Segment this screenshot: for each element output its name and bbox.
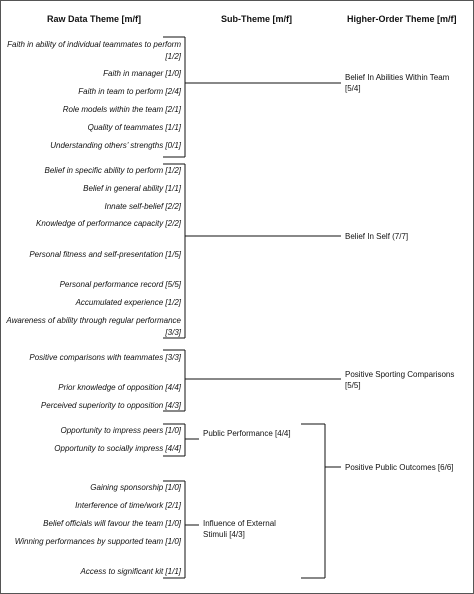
raw-item: Belief officials will favour the team [1/0] bbox=[43, 519, 181, 528]
raw-item: Understanding others’ strengths [0/1] bbox=[50, 141, 181, 150]
raw-item: Prior knowledge of opposition [4/4] bbox=[58, 383, 181, 392]
sub-theme-public-performance: Public Performance [4/4] bbox=[203, 429, 291, 438]
raw-item: Positive comparisons with teammates [3/3] bbox=[29, 353, 181, 362]
raw-item: Interference of time/work [2/1] bbox=[75, 501, 181, 510]
raw-item: Role models within the team [2/1] bbox=[62, 105, 181, 114]
header-raw-data-theme: Raw Data Theme [m/f] bbox=[47, 14, 142, 24]
header-sub-theme: Sub-Theme [m/f] bbox=[221, 14, 292, 24]
raw-item: Access to significant kit [1/1] bbox=[80, 567, 181, 576]
raw-item: Gaining sponsorship [1/0] bbox=[90, 483, 181, 492]
sub-theme-external-stimuli: Influence of External Stimuli [4/3] bbox=[203, 519, 276, 539]
raw-item: Belief in specific ability to perform [1/2] bbox=[44, 166, 181, 175]
higher-theme-belief-in-self: Belief In Self (7/7] bbox=[345, 232, 409, 241]
raw-item: Accumulated experience [1/2] bbox=[75, 298, 181, 307]
raw-item: Perceived superiority to opposition [4/3] bbox=[40, 401, 181, 410]
raw-item: Belief in general ability [1/1] bbox=[83, 184, 181, 193]
raw-item: Personal performance record [5/5] bbox=[59, 280, 181, 289]
higher-theme-abilities-within-team: Belief In Abilities Within Team [5/4] bbox=[345, 73, 450, 93]
raw-item: Winning performances by supported team [1/0] bbox=[14, 537, 181, 546]
raw-item: Faith in manager [1/0] bbox=[103, 69, 181, 78]
raw-item: Personal fitness and self-presentation [1/5] bbox=[29, 250, 181, 259]
raw-item: Quality of teammates [1/1] bbox=[87, 123, 181, 132]
higher-theme-sporting-comparisons: Positive Sporting Comparisons [5/5] bbox=[345, 370, 455, 390]
raw-item: Opportunity to impress peers [1/0] bbox=[60, 426, 181, 435]
raw-item: Innate self-belief [2/2] bbox=[104, 202, 181, 211]
raw-item: Knowledge of performance capacity [2/2] bbox=[36, 219, 181, 228]
higher-theme-public-outcomes: Positive Public Outcomes [6/6] bbox=[345, 463, 454, 472]
raw-item: Opportunity to socially impress [4/4] bbox=[54, 444, 181, 453]
raw-item: Faith in ability of individual teammates to perform [1/2] bbox=[7, 40, 181, 61]
raw-item: Faith in team to perform [2/4] bbox=[78, 87, 181, 96]
header-higher-order-theme: Higher-Order Theme [m/f] bbox=[347, 14, 457, 24]
raw-item: Awareness of ability through regular performance [3/3] bbox=[6, 316, 181, 337]
